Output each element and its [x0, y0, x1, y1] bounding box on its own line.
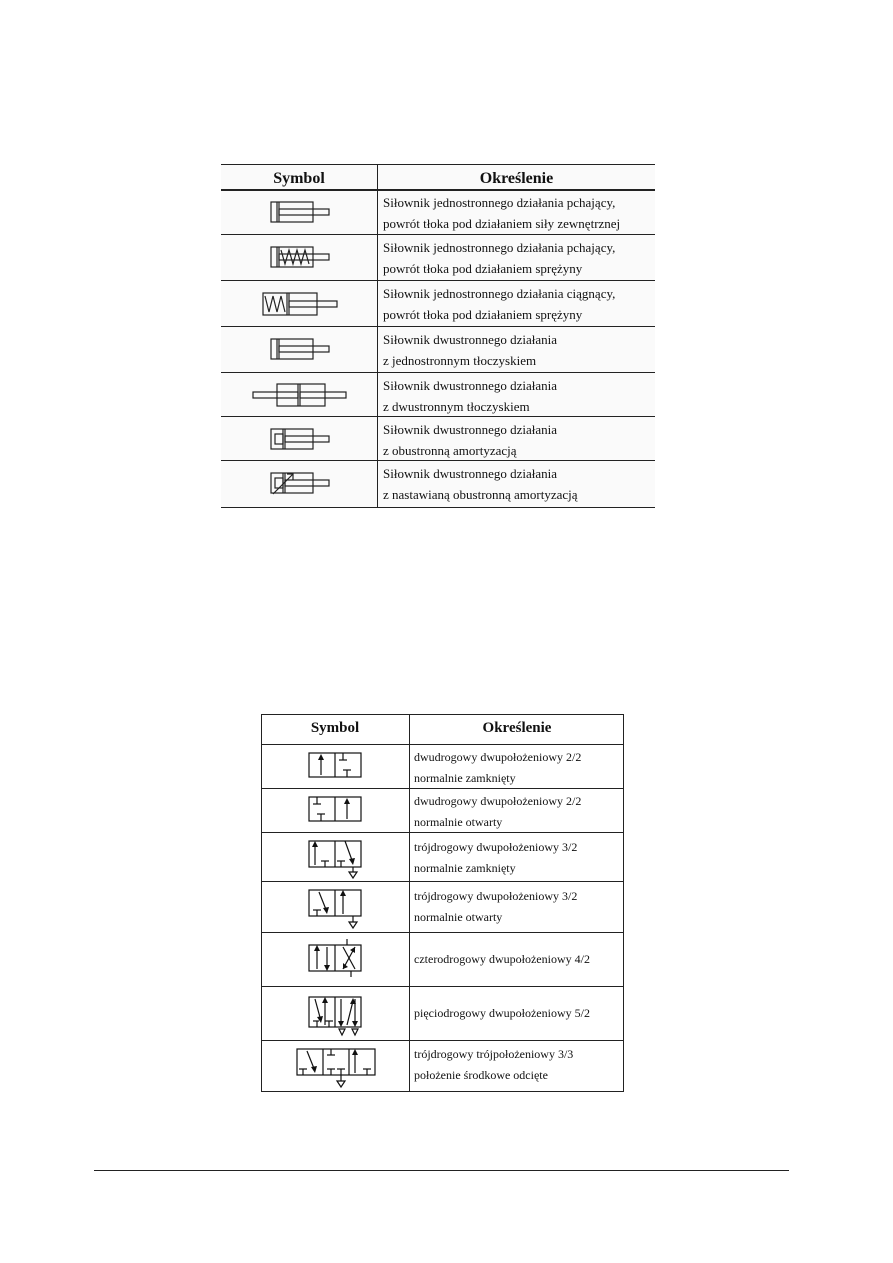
- footer-rule: [94, 1170, 789, 1171]
- description-line: z obustronną amortyzacją: [383, 443, 517, 458]
- double-acting-cylinder-adjustable-cushioning-icon: [221, 461, 377, 505]
- table-row: [261, 933, 624, 986]
- valve-3-2-nc-icon: [261, 833, 409, 881]
- header-symbol: Symbol: [310, 720, 360, 736]
- valve-3-3-closed-center-icon: [261, 1041, 409, 1090]
- description-line: pięciodrogowy dwupołożeniowy 5/2: [414, 1006, 590, 1020]
- description-line: czterodrogowy dwupołożeniowy 4/2: [414, 952, 590, 966]
- table-row: [221, 417, 655, 461]
- single-acting-push-cylinder-spring-return-icon: [221, 235, 377, 279]
- table-row: [221, 373, 655, 417]
- table-row: [221, 281, 655, 325]
- description-line: Siłownik dwustronnego działania: [383, 378, 558, 393]
- table-row: [221, 235, 655, 279]
- description-line: Siłownik dwustronnego działania: [383, 466, 558, 481]
- description-line: Siłownik jednostronnego działania pchający,: [383, 195, 616, 210]
- table-row: [261, 882, 624, 932]
- description-line: trójdrogowy trójpołożeniowy 3/3: [414, 1047, 574, 1061]
- double-acting-cylinder-single-rod-icon: [221, 327, 377, 371]
- valve-5-2-icon: [261, 987, 409, 1040]
- header-symbol: Symbol: [273, 170, 325, 187]
- description-line: trójdrogowy dwupołożeniowy 3/2: [414, 840, 578, 854]
- description-line: normalnie zamknięty: [414, 861, 516, 875]
- description-line: z dwustronnym tłoczyskiem: [383, 399, 530, 414]
- description-line: powrót tłoka pod działaniem siły zewnętrznej: [383, 216, 621, 231]
- description-line: normalnie zamknięty: [414, 771, 516, 785]
- cylinder-symbols-table: [221, 164, 655, 508]
- description-line: powrót tłoka pod działaniem sprężyny: [383, 307, 583, 322]
- description-line: dwudrogowy dwupołożeniowy 2/2: [414, 794, 582, 808]
- description-line: Siłownik dwustronnego działania: [383, 332, 558, 347]
- description-line: powrót tłoka pod działaniem sprężyny: [383, 261, 583, 276]
- table-border-bottom: [221, 507, 655, 508]
- valve-4-2-icon: [261, 933, 409, 986]
- description-line: Siłownik jednostronnego działania ciągnący,: [383, 286, 616, 301]
- header-description: Określenie: [482, 720, 552, 736]
- description-line: położenie środkowe odcięte: [414, 1068, 548, 1082]
- description-line: Siłownik jednostronnego działania pchający,: [383, 240, 616, 255]
- valve-symbols-table: [261, 714, 624, 1091]
- table-border-top: [221, 164, 655, 165]
- double-acting-cylinder-double-rod-icon: [221, 373, 377, 417]
- table-row: [221, 327, 655, 371]
- single-acting-pull-cylinder-spring-return-icon: [221, 281, 377, 325]
- table-row: [261, 745, 624, 788]
- valve-2-2-no-icon: [261, 789, 409, 832]
- valve-3-2-no-icon: [261, 882, 409, 932]
- description-line: Siłownik dwustronnego działania: [383, 422, 558, 437]
- header-description: Określenie: [479, 170, 554, 187]
- table-row: [221, 190, 655, 234]
- description-line: dwudrogowy dwupołożeniowy 2/2: [414, 750, 582, 764]
- table-row: [261, 1041, 624, 1090]
- description-line: normalnie otwarty: [414, 815, 503, 829]
- description-line: normalnie otwarty: [414, 910, 503, 924]
- table-row: [261, 987, 624, 1040]
- single-acting-push-cylinder-external-return-icon: [221, 190, 377, 234]
- description-line: z nastawianą obustronną amortyzacją: [383, 487, 578, 502]
- table-row: [261, 789, 624, 832]
- valve-2-2-nc-icon: [261, 745, 409, 788]
- table-row: [221, 461, 655, 505]
- description-line: z jednostronnym tłoczyskiem: [383, 353, 537, 368]
- table-row: [261, 833, 624, 881]
- double-acting-cylinder-double-cushioning-icon: [221, 417, 377, 461]
- description-line: trójdrogowy dwupołożeniowy 3/2: [414, 889, 578, 903]
